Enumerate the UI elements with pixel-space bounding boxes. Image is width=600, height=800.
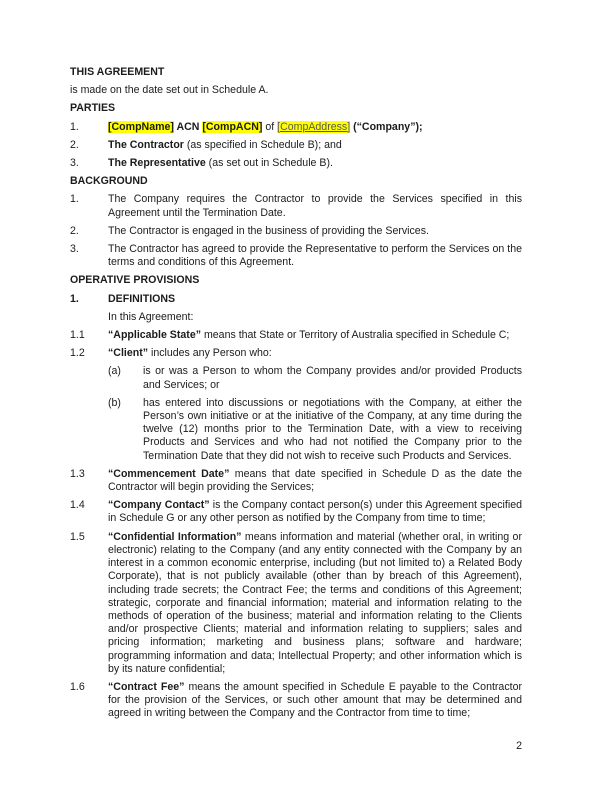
party-text: The Representative (as set out in Schedule B). bbox=[108, 157, 333, 170]
defined-term: “Company Contact” bbox=[108, 499, 210, 512]
definition-subitem-b: (b) has entered into discussions or negotiations with the Company, at either the Person’s own initiative or at the initiative of the Company, at any time during the twelve (12) months prior to the Termination Date, with a view to receiving Products and Services and who had not notified the Company prior to the Termination Date that they did not wish to receive such Products and Services. bbox=[108, 396, 522, 462]
merge-field-comp-address: [CompAddress] bbox=[277, 120, 351, 133]
definition-item-1-5: 1.5 “Confidential Information” means information and material (whether oral, in writing or electronic) relating to the Company (and any entity connected with the Company by an interest in a common economic enterprise, including (but not limited to) a Related Body Corporate), that is not publicly available (other than by breach of this Agreement), including trade secrets; the Contract Fee; the terms and conditions of this Agreement; strategic, corporate and financial information; material and information relating to the methods of operation of the business; material and information relating to the Clients and/or prospective Clients; material and information relating to suppliers; sales and pricing information; marketing and business plans; software and hardware; programming information and data; Intellectual Property; and other information which is by its nature confidential; bbox=[70, 530, 522, 675]
party-item-2 bbox=[70, 139, 522, 152]
defined-term: “Confidential Information” bbox=[108, 530, 242, 543]
background-item-3: 3. The Contractor has agreed to provide the Representative to perform the Services on the terms and conditions of this Agreement. bbox=[70, 243, 522, 269]
definition-item-1-4: 1.4 “Company Contact” is the Company contact person(s) under this Agreement specified in Schedule G or any other person as notified by the Company from time to time; bbox=[70, 499, 522, 525]
party-number: 3. bbox=[70, 157, 79, 170]
document-title: THIS AGREEMENT bbox=[70, 66, 165, 78]
party-text: The Contractor (as specified in Schedule B); and bbox=[108, 138, 342, 151]
definition-subitem-a: (a) is or was a Person to whom the Company provides and/or provided Products and Services; or bbox=[108, 365, 522, 391]
background-heading: BACKGROUND bbox=[70, 175, 148, 188]
party-number: 2. bbox=[70, 138, 79, 151]
merge-field-comp-acn: [CompACN] bbox=[202, 120, 263, 133]
background-item-1: 1. The Company requires the Contractor to provide the Services specified in this Agreement until the Termination Date. bbox=[70, 193, 522, 219]
definition-item-1-3: 1.3 “Commencement Date” means that date specified in Schedule D as the date the Contractor will begin providing the Services; bbox=[70, 467, 522, 494]
page-number: 2 bbox=[516, 740, 522, 752]
definitions-heading-row: 1. DEFINITIONS bbox=[70, 293, 522, 306]
party-item-1 bbox=[70, 121, 522, 134]
defined-term: “Client” bbox=[108, 347, 149, 360]
defined-term: “Commencement Date” bbox=[108, 467, 230, 480]
defined-term: “Contract Fee” bbox=[108, 680, 185, 693]
operative-provisions-heading: OPERATIVE PROVISIONS bbox=[70, 274, 200, 287]
party-text: [CompName] ACN [CompACN] of [CompAddress] (“Company”); bbox=[108, 120, 423, 133]
intro-line: is made on the date set out in Schedule A. bbox=[70, 84, 269, 97]
parties-heading: PARTIES bbox=[70, 102, 116, 115]
definition-item-1-1: 1.1 “Applicable State” means that State or Territory of Australia specified in Schedule C; bbox=[70, 329, 510, 342]
definition-item-1-6: 1.6 “Contract Fee” means the amount specified in Schedule E payable to the Contractor for the provision of the Services, or such other amount that may be determined and agreed in writing between the Company and the Contractor from time to time; bbox=[70, 680, 522, 720]
party-item-3 bbox=[70, 157, 522, 170]
background-item-2: 2. The Contractor is engaged in the business of providing the Services. bbox=[70, 224, 429, 237]
definition-item-1-2: 1.2 “Client” includes any Person who: bbox=[70, 347, 272, 360]
merge-field-comp-name: [CompName] bbox=[108, 120, 174, 133]
defined-term: “Applicable State” bbox=[108, 329, 202, 342]
party-number: 1. bbox=[70, 120, 79, 133]
definitions-intro: In this Agreement: bbox=[108, 310, 194, 323]
definitions-heading: DEFINITIONS bbox=[108, 292, 176, 305]
